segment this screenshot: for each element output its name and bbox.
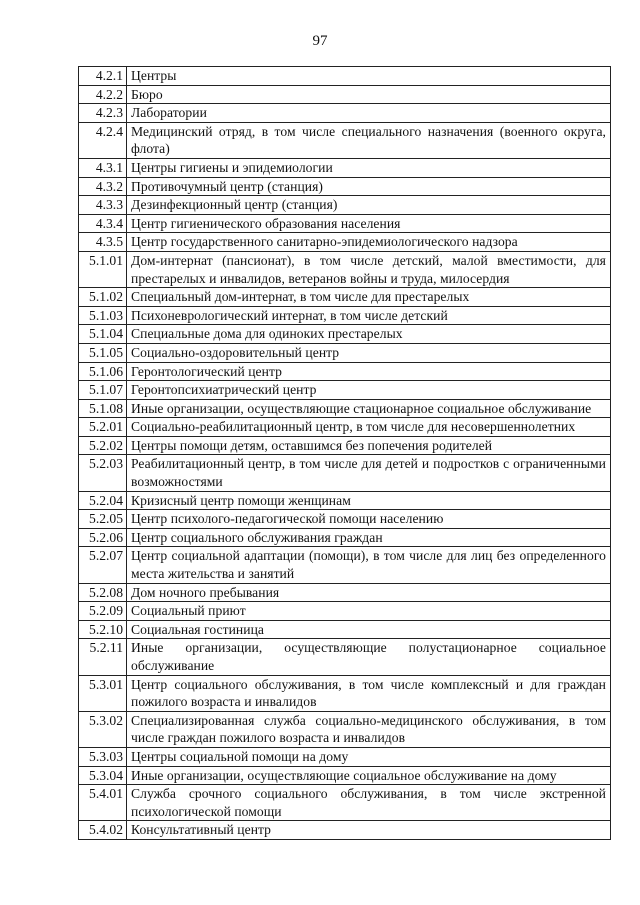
row-code: 5.4.02 [79, 821, 127, 840]
row-name: Кризисный центр помощи женщинам [127, 491, 611, 510]
row-code: 4.3.3 [79, 196, 127, 215]
table-row [79, 785, 611, 821]
row-code: 4.3.1 [79, 158, 127, 177]
row-code: 5.2.06 [79, 528, 127, 547]
row-code: 5.2.10 [79, 620, 127, 639]
table-row [79, 343, 611, 362]
table-row [79, 821, 611, 840]
table-row [79, 436, 611, 455]
row-code: 4.2.4 [79, 122, 127, 158]
row-name: Специальный дом-интернат, в том числе для престарелых [127, 288, 611, 307]
table-row [79, 158, 611, 177]
table-row [79, 766, 611, 785]
row-code: 5.2.09 [79, 602, 127, 621]
row-code: 5.2.02 [79, 436, 127, 455]
table-row [79, 85, 611, 104]
table-row [79, 711, 611, 747]
row-code: 4.2.3 [79, 104, 127, 123]
table-row [79, 620, 611, 639]
row-code: 5.1.08 [79, 399, 127, 418]
row-code: 5.2.05 [79, 510, 127, 529]
table-row [79, 104, 611, 123]
table-row [79, 547, 611, 583]
row-code: 5.3.01 [79, 675, 127, 711]
row-name: Центр социальной адаптации (помощи), в том числе для лиц без определенного места жительства и занятий [127, 547, 611, 583]
row-code: 5.2.01 [79, 418, 127, 437]
row-name: Консультативный центр [127, 821, 611, 840]
table-row [79, 675, 611, 711]
row-code: 5.3.02 [79, 711, 127, 747]
table-row [79, 510, 611, 529]
table-row [79, 306, 611, 325]
row-name: Иные организации, осуществляющие социальное обслуживание на дому [127, 766, 611, 785]
table-row [79, 381, 611, 400]
table-row [79, 177, 611, 196]
row-name: Дом ночного пребывания [127, 583, 611, 602]
row-code: 5.2.11 [79, 639, 127, 675]
row-name: Дом-интернат (пансионат), в том числе детский, малой вместимости, для престарелых и инвалидов, ветеранов войны и труда, милосердия [127, 251, 611, 287]
row-name: Бюро [127, 85, 611, 104]
row-name: Геронтологический центр [127, 362, 611, 381]
row-name: Психоневрологический интернат, в том числе детский [127, 306, 611, 325]
row-code: 4.3.4 [79, 214, 127, 233]
row-name: Центр социального обслуживания, в том числе комплексный и для граждан пожилого возраста и инвалидов [127, 675, 611, 711]
table-row [79, 122, 611, 158]
row-code: 5.2.04 [79, 491, 127, 510]
row-code: 5.2.03 [79, 455, 127, 491]
table-row [79, 491, 611, 510]
row-code: 5.1.07 [79, 381, 127, 400]
row-name: Социально-реабилитационный центр, в том числе для несовершеннолетних [127, 418, 611, 437]
table-row [79, 233, 611, 252]
row-name: Центры помощи детям, оставшимся без попечения родителей [127, 436, 611, 455]
table-row [79, 602, 611, 621]
table-row [79, 288, 611, 307]
row-code: 5.1.02 [79, 288, 127, 307]
row-name: Лаборатории [127, 104, 611, 123]
table-row [79, 325, 611, 344]
page-number: 97 [312, 33, 328, 49]
row-code: 4.2.2 [79, 85, 127, 104]
table-row [79, 251, 611, 287]
table-row [79, 747, 611, 766]
table-row [79, 214, 611, 233]
row-code: 5.1.06 [79, 362, 127, 381]
row-name: Иные организации, осуществляющие стационарное социальное обслуживание [127, 399, 611, 418]
row-code: 5.1.01 [79, 251, 127, 287]
table-row [79, 583, 611, 602]
table-row [79, 528, 611, 547]
row-code: 5.3.04 [79, 766, 127, 785]
row-name: Служба срочного социального обслуживания, в том числе экстренной психологической помощи [127, 785, 611, 821]
table-row [79, 455, 611, 491]
row-name: Противочумный центр (станция) [127, 177, 611, 196]
row-name: Иные организации, осуществляющие полустационарное социальное обслуживание [127, 639, 611, 675]
row-code: 5.1.03 [79, 306, 127, 325]
row-name: Центры социальной помощи на дому [127, 747, 611, 766]
table-row [79, 639, 611, 675]
row-name: Дезинфекционный центр (станция) [127, 196, 611, 215]
row-name: Специальные дома для одиноких престарелых [127, 325, 611, 344]
table-row [79, 418, 611, 437]
row-name: Центр социального обслуживания граждан [127, 528, 611, 547]
row-name: Реабилитационный центр, в том числе для детей и подростков с ограниченными возможностями [127, 455, 611, 491]
row-name: Социальная гостиница [127, 620, 611, 639]
table-row [79, 196, 611, 215]
row-name: Центры гигиены и эпидемиологии [127, 158, 611, 177]
table-row [79, 362, 611, 381]
row-name: Социально-оздоровительный центр [127, 343, 611, 362]
row-code: 5.2.08 [79, 583, 127, 602]
table-row [79, 67, 611, 86]
row-name: Геронтопсихиатрический центр [127, 381, 611, 400]
table-row [79, 399, 611, 418]
row-name: Центр психолого-педагогической помощи населению [127, 510, 611, 529]
row-code: 4.3.2 [79, 177, 127, 196]
row-code: 5.4.01 [79, 785, 127, 821]
row-code: 4.2.1 [79, 67, 127, 86]
row-name: Центр гигиенического образования населения [127, 214, 611, 233]
row-code: 5.3.03 [79, 747, 127, 766]
row-name: Медицинский отряд, в том числе специального назначения (военного округа, флота) [127, 122, 611, 158]
row-code: 5.2.07 [79, 547, 127, 583]
row-name: Центры [127, 67, 611, 86]
row-name: Специализированная служба социально-медицинского обслуживания, в том числе граждан пожилого возраста и инвалидов [127, 711, 611, 747]
row-code: 5.1.05 [79, 343, 127, 362]
row-code: 5.1.04 [79, 325, 127, 344]
classification-table [78, 66, 611, 840]
row-name: Центр государственного санитарно-эпидемиологического надзора [127, 233, 611, 252]
row-code: 4.3.5 [79, 233, 127, 252]
row-name: Социальный приют [127, 602, 611, 621]
